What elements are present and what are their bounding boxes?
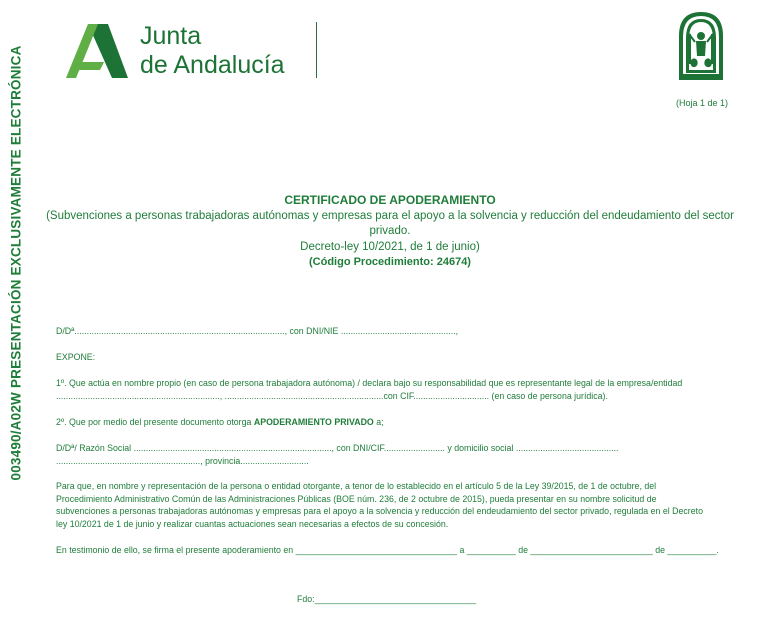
expone-label: EXPONE: — [56, 352, 96, 362]
attorney-line-2: ..........................................................., provincia............................ — [56, 456, 309, 466]
junta-logo-mark-icon — [66, 22, 128, 80]
paragraph-2-suffix: a; — [373, 417, 384, 427]
paragraph-2 — [56, 416, 384, 429]
grantor-name-line: D/Dª......................................................................................, con DNI/NIE ..............................................., — [56, 326, 459, 336]
side-presentation-label — [4, 38, 28, 488]
document-subtitle-line-2: privado. — [369, 225, 411, 237]
paragraph-1-line-1: 1º. Que actúa en nombre propio (en caso de persona trabajadora autónoma) / declara bajo su responsabilidad que es representante legal de la empresa/entidad — [56, 378, 683, 388]
document-title-block — [40, 193, 740, 271]
document-heading: CERTIFICADO DE APODERAMIENTO — [284, 193, 496, 207]
logo-line-2: de Andalucía — [140, 51, 285, 79]
document-decree: Decreto-ley 10/2021, de 1 de junio) — [300, 240, 480, 253]
attorney-line-1: D/Dª/ Razón Social ................................................................................., con DNI/CIF......................... y domicilio social .......................................... — [56, 443, 619, 453]
page-indicator: (Hoja 1 de 1) — [676, 98, 729, 108]
signature-line: Fdo:_________________________________ — [297, 594, 477, 604]
testimony-line: En testimonio de ello, se firma el presente apoderamiento en _________________________________ a __________ de _________________________ de __________. — [56, 545, 719, 555]
andalucia-coat-of-arms-icon — [675, 10, 727, 82]
logo-divider — [316, 22, 317, 78]
document-subtitle-line-1: (Subvenciones a personas trabajadoras autónomas y empresas para el apoyo a la solvencia y reducción del endeudamiento del sector — [46, 209, 734, 222]
paragraph-2-bold: APODERAMIENTO PRIVADO — [253, 417, 374, 427]
paragraph-2-prefix: 2º. Que por medio del presente documento otorga — [56, 417, 254, 427]
legal-paragraph: Para que, en nombre y representación de la persona o entidad otorgante, a tenor de lo establecido en el artículo 5 de la Ley 39/2015, de 1 de octubre, del Procedimiento Administrativo Común de las Administraciones Públicas (BOE núm. 236, de 2 octubre de 2015), pueda presentar en su nombre solicitud de subvenciones a personas trabajadoras autónomas y empresas para el apoyo a la solvencia y reducción del endeudamiento del sector privado, regulada en el Decreto ley 10/2021 de 1 de junio y realizar cuantas actuaciones sean necesarias a efectos de su concesión. — [56, 481, 703, 529]
procedure-code: (Código Procedimiento: 24674) — [309, 256, 471, 268]
junta-logo-text — [140, 22, 285, 80]
side-presentation-text: 003490/A02W PRESENTACIÓN EXCLUSIVAMENTE ELECTRÓNICA — [8, 45, 24, 481]
logo-line-1: Junta — [140, 22, 202, 50]
paragraph-1-line-2: ..................................................................., .................................................................con CIF............................... (en caso de persona jurídica). — [56, 391, 608, 401]
